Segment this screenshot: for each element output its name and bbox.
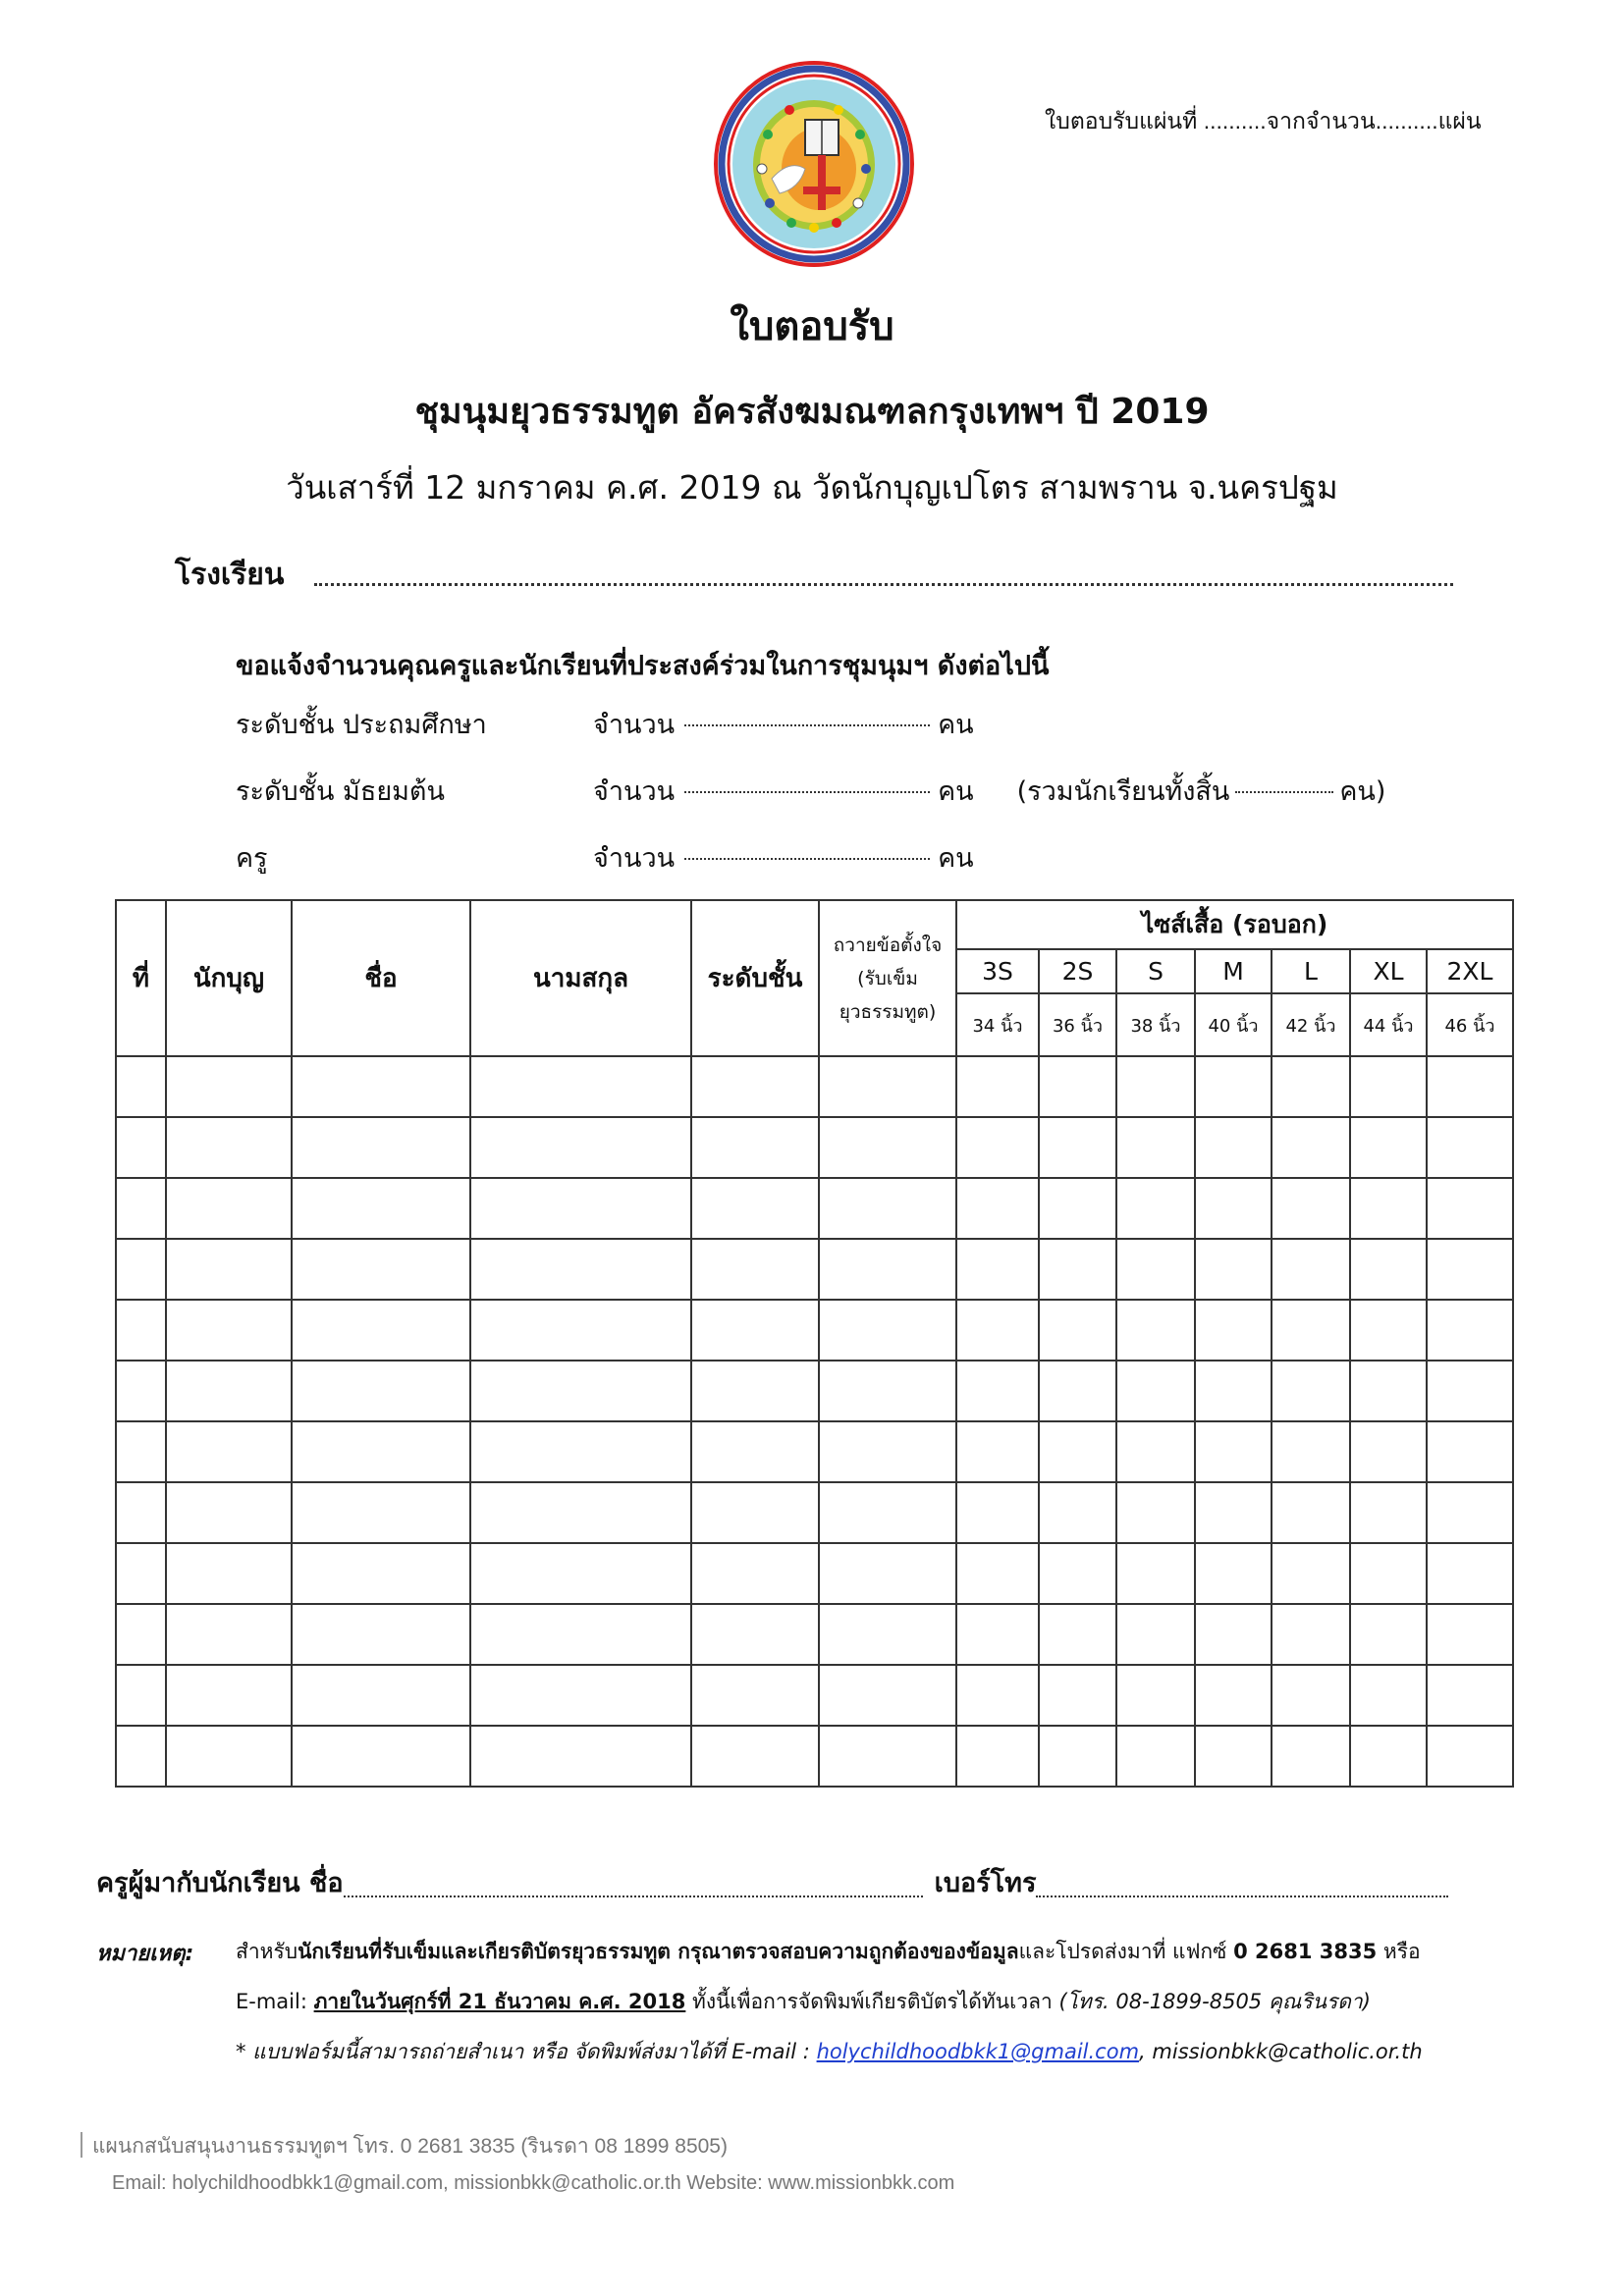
grade-cell[interactable] — [691, 1300, 819, 1361]
teacher-name-input[interactable] — [344, 1874, 923, 1897]
pledge-cell[interactable] — [819, 1361, 956, 1421]
size-cell[interactable] — [1116, 1482, 1195, 1543]
deadline: ภายในวันศุกร์ที่ 21 ธันวาคม ค.ศ. 2018 — [313, 1990, 686, 2013]
note-text: และโปรดส่งมาที่ แฟกซ์ — [1018, 1940, 1234, 1963]
size-cell[interactable] — [1272, 1726, 1350, 1787]
size-chest-header: 34 นิ้ว — [956, 993, 1039, 1056]
size-cell[interactable] — [1427, 1421, 1513, 1482]
first-name-cell[interactable] — [292, 1300, 470, 1361]
first-name-cell[interactable] — [292, 1056, 470, 1117]
last-name-cell[interactable] — [470, 1300, 691, 1361]
table-row — [116, 1117, 1513, 1178]
saint-cell[interactable] — [166, 1178, 292, 1239]
sheet-total-field[interactable]: .......... — [1375, 108, 1438, 133]
grade-cell[interactable] — [691, 1604, 819, 1665]
footer-contact: Email: holychildhoodbkk1@gmail.com, missionbkk@catholic.or.th Website: www.missionbkk.com — [112, 2172, 955, 2194]
table-body — [116, 1056, 1513, 1787]
saint-cell[interactable] — [166, 1421, 292, 1482]
grade-cell[interactable] — [691, 1726, 819, 1787]
no-cell[interactable] — [116, 1543, 166, 1604]
header-pledge — [819, 900, 956, 1056]
size-cell[interactable] — [956, 1361, 1039, 1421]
last-name-cell[interactable] — [470, 1361, 691, 1421]
no-cell[interactable] — [116, 1239, 166, 1300]
table-row — [116, 1726, 1513, 1787]
amount-label: จำนวน — [593, 710, 676, 740]
size-cell[interactable] — [956, 1056, 1039, 1117]
note-text: สำหรับ — [236, 1940, 298, 1963]
size-code-header: S — [1116, 949, 1195, 993]
last-name-cell[interactable] — [470, 1665, 691, 1726]
size-cell[interactable] — [1195, 1726, 1272, 1787]
table-row — [116, 1361, 1513, 1421]
size-cell[interactable] — [956, 1543, 1039, 1604]
size-cell[interactable] — [1039, 1604, 1116, 1665]
logo-emblem-icon — [711, 61, 917, 267]
saint-cell[interactable] — [166, 1056, 292, 1117]
size-cell[interactable] — [1195, 1665, 1272, 1726]
note-line-2 — [236, 1986, 1371, 2018]
footer-department: แผนกสนับสนุนงานธรรมทูตฯ โทร. 0 2681 3835 (รินรดา 08 1899 8505) — [92, 2135, 728, 2158]
size-cell[interactable] — [1350, 1726, 1427, 1787]
size-cell[interactable] — [956, 1665, 1039, 1726]
first-name-cell[interactable] — [292, 1726, 470, 1787]
contact-phone: (โทร. 08-1899-8505 คุณรินรดา) — [1058, 1990, 1371, 2013]
size-code-header: 2S — [1039, 949, 1116, 993]
header-no: ที่ — [116, 900, 166, 1056]
size-cell[interactable] — [1039, 1543, 1116, 1604]
size-cell[interactable] — [1116, 1361, 1195, 1421]
fax-number: 0 2681 3835 — [1233, 1940, 1378, 1963]
size-chest-header: 36 นิ้ว — [1039, 993, 1116, 1056]
grade-cell[interactable] — [691, 1421, 819, 1482]
saint-cell[interactable] — [166, 1665, 292, 1726]
size-cell[interactable] — [1195, 1056, 1272, 1117]
table-row — [116, 1665, 1513, 1726]
size-cell[interactable] — [1272, 1056, 1350, 1117]
size-cell[interactable] — [1427, 1665, 1513, 1726]
first-name-cell[interactable] — [292, 1239, 470, 1300]
unit-label: คน — [938, 843, 974, 874]
teacher-line — [96, 1861, 1448, 1903]
size-cell[interactable] — [1272, 1239, 1350, 1300]
amount-label: จำนวน — [593, 776, 676, 807]
size-cell[interactable] — [1195, 1482, 1272, 1543]
size-cell[interactable] — [1116, 1178, 1195, 1239]
sheet-counter-prefix: ใบตอบรับแผ่นที่ — [1045, 108, 1198, 133]
pledge-cell[interactable] — [819, 1482, 956, 1543]
saint-cell[interactable] — [166, 1604, 292, 1665]
size-cell[interactable] — [1195, 1361, 1272, 1421]
size-code-header: 3S — [956, 949, 1039, 993]
no-cell[interactable] — [116, 1421, 166, 1482]
size-cell[interactable] — [1272, 1361, 1350, 1421]
last-name-cell[interactable] — [470, 1117, 691, 1178]
size-chest-header: 44 นิ้ว — [1350, 993, 1427, 1056]
size-cell[interactable] — [1427, 1056, 1513, 1117]
pledge-cell[interactable] — [819, 1543, 956, 1604]
pledge-cell[interactable] — [819, 1726, 956, 1787]
grade-cell[interactable] — [691, 1178, 819, 1239]
size-cell[interactable] — [1195, 1300, 1272, 1361]
size-cell[interactable] — [1272, 1421, 1350, 1482]
saint-cell[interactable] — [166, 1726, 292, 1787]
size-cell[interactable] — [1427, 1117, 1513, 1178]
total-prefix: (รวมนักเรียนทั้งสิ้น — [1016, 776, 1230, 807]
count-row-secondary — [236, 770, 1385, 812]
size-cell[interactable] — [1195, 1239, 1272, 1300]
size-cell[interactable] — [956, 1604, 1039, 1665]
intro-text: ขอแจ้งจำนวนคุณครูและนักเรียนที่ประสงค์ร่วมในการชุมนุมฯ ดังต่อไปนี้ — [236, 651, 1050, 681]
size-chest-header: 38 นิ้ว — [1116, 993, 1195, 1056]
no-cell[interactable] — [116, 1665, 166, 1726]
size-cell[interactable] — [1427, 1300, 1513, 1361]
first-name-cell[interactable] — [292, 1604, 470, 1665]
size-cell[interactable] — [956, 1178, 1039, 1239]
event-date-location: วันเสาร์ที่ 12 มกราคม ค.ศ. 2019 ณ วัดนักบุญเปโตร สามพราน จ.นครปฐม — [286, 468, 1338, 507]
saint-cell[interactable] — [166, 1117, 292, 1178]
size-cell[interactable] — [1195, 1178, 1272, 1239]
size-cell[interactable] — [956, 1117, 1039, 1178]
last-name-cell[interactable] — [470, 1178, 691, 1239]
size-cell[interactable] — [1427, 1178, 1513, 1239]
header-grade: ระดับชั้น — [691, 900, 819, 1056]
size-cell[interactable] — [1039, 1665, 1116, 1726]
grade-cell[interactable] — [691, 1543, 819, 1604]
sheet-number-field[interactable]: .......... — [1203, 108, 1267, 133]
size-cell[interactable] — [1350, 1300, 1427, 1361]
size-cell[interactable] — [1039, 1056, 1116, 1117]
size-cell[interactable] — [1350, 1361, 1427, 1421]
header-saint: นักบุญ — [166, 900, 292, 1056]
size-cell[interactable] — [1195, 1543, 1272, 1604]
size-cell[interactable] — [1350, 1543, 1427, 1604]
sheet-counter — [1045, 104, 1482, 139]
size-cell[interactable] — [1427, 1543, 1513, 1604]
size-cell[interactable] — [1039, 1361, 1116, 1421]
size-cell[interactable] — [1039, 1300, 1116, 1361]
size-cell[interactable] — [1427, 1726, 1513, 1787]
note-label: หมายเหตุ: — [96, 1942, 194, 1966]
table-row — [116, 1239, 1513, 1300]
size-cell[interactable] — [1116, 1056, 1195, 1117]
pledge-cell[interactable] — [819, 1239, 956, 1300]
saint-cell[interactable] — [166, 1482, 292, 1543]
saint-cell[interactable] — [166, 1239, 292, 1300]
no-cell[interactable] — [116, 1056, 166, 1117]
primary-count-input[interactable] — [684, 703, 930, 726]
saint-cell[interactable] — [166, 1300, 292, 1361]
pledge-cell[interactable] — [819, 1604, 956, 1665]
event-title: ชุมนุมยุวธรรมทูต อัครสังฆมณฑลกรุงเทพฯ ปี 2019 — [414, 392, 1210, 432]
pledge-cell[interactable] — [819, 1421, 956, 1482]
size-cell[interactable] — [1272, 1300, 1350, 1361]
first-name-cell[interactable] — [292, 1543, 470, 1604]
teacher-name-label: ครูผู้มากับนักเรียน ชื่อ — [96, 1868, 344, 1898]
first-name-cell[interactable] — [292, 1482, 470, 1543]
size-cell[interactable] — [956, 1726, 1039, 1787]
size-cell[interactable] — [1195, 1604, 1272, 1665]
page-title: ใบตอบรับ — [730, 304, 894, 349]
size-cell[interactable] — [1039, 1239, 1116, 1300]
first-name-cell[interactable] — [292, 1361, 470, 1421]
no-cell[interactable] — [116, 1726, 166, 1787]
size-chest-header: 42 นิ้ว — [1272, 993, 1350, 1056]
count-label: ระดับชั้น มัธยมต้น — [236, 776, 445, 807]
table-row — [116, 1604, 1513, 1665]
total-students-input[interactable] — [1235, 770, 1333, 793]
pledge-cell[interactable] — [819, 1665, 956, 1726]
first-name-cell[interactable] — [292, 1117, 470, 1178]
size-cell[interactable] — [1195, 1117, 1272, 1178]
note-line-1 — [236, 1936, 1421, 1968]
table-row — [116, 1056, 1513, 1117]
email-link[interactable]: holychildhoodbkk1@gmail.com — [816, 2040, 1140, 2063]
size-cell[interactable] — [1039, 1117, 1116, 1178]
size-code-header: L — [1272, 949, 1350, 993]
first-name-cell[interactable] — [292, 1421, 470, 1482]
last-name-cell[interactable] — [470, 1239, 691, 1300]
header-pledge-line2: (รับเข็ม — [857, 967, 918, 989]
size-cell[interactable] — [1116, 1300, 1195, 1361]
size-cell[interactable] — [1350, 1604, 1427, 1665]
first-name-cell[interactable] — [292, 1178, 470, 1239]
unit-label: คน — [938, 776, 974, 807]
pledge-cell[interactable] — [819, 1178, 956, 1239]
size-cell[interactable] — [1195, 1421, 1272, 1482]
size-cell[interactable] — [1350, 1482, 1427, 1543]
header-pledge-line3: ยุวธรรมทูต) — [839, 1000, 937, 1023]
last-name-cell[interactable] — [470, 1726, 691, 1787]
no-cell[interactable] — [116, 1361, 166, 1421]
table-row — [116, 1421, 1513, 1482]
table-row — [116, 1482, 1513, 1543]
size-cell[interactable] — [1350, 1178, 1427, 1239]
school-input[interactable] — [314, 561, 1453, 586]
count-label: ระดับชั้น ประถมศึกษา — [236, 710, 487, 740]
saint-cell[interactable] — [166, 1543, 292, 1604]
grade-cell[interactable] — [691, 1665, 819, 1726]
size-cell[interactable] — [956, 1300, 1039, 1361]
size-cell[interactable] — [1427, 1604, 1513, 1665]
last-name-cell[interactable] — [470, 1543, 691, 1604]
sheet-counter-middle: จากจำนวน — [1266, 108, 1376, 133]
sheet-counter-suffix: แผ่น — [1437, 108, 1482, 133]
pledge-cell[interactable] — [819, 1056, 956, 1117]
header-shirt-size: ไซส์เสื้อ (รอบอก) — [956, 900, 1513, 949]
grade-cell[interactable] — [691, 1117, 819, 1178]
teacher-phone-label: เบอร์โทร — [934, 1868, 1037, 1898]
note-text: ทั้งนี้เพื่อการจัดพิมพ์เกียรติบัตรได้ทันเวลา — [685, 1990, 1059, 2013]
last-name-cell[interactable] — [470, 1056, 691, 1117]
size-cell[interactable] — [1427, 1482, 1513, 1543]
size-chest-header: 46 นิ้ว — [1427, 993, 1513, 1056]
size-cell[interactable] — [1116, 1604, 1195, 1665]
no-cell[interactable] — [116, 1178, 166, 1239]
saint-cell[interactable] — [166, 1361, 292, 1421]
size-cell[interactable] — [1350, 1117, 1427, 1178]
size-cell[interactable] — [1272, 1117, 1350, 1178]
grade-cell[interactable] — [691, 1361, 819, 1421]
unit-label: คน — [938, 710, 974, 740]
size-code-header: XL — [1350, 949, 1427, 993]
teacher-count-input[interactable] — [684, 836, 930, 860]
count-row-teacher — [236, 836, 974, 879]
registration-table — [115, 899, 1512, 1788]
note-text: * แบบฟอร์มนี้สามารถถ่ายสำเนา หรือ จัดพิมพ์ส่งมาได้ที่ E-mail : — [236, 2040, 817, 2063]
size-cell[interactable] — [1116, 1239, 1195, 1300]
note-text: E-mail: — [236, 1990, 314, 2013]
table-row — [116, 1178, 1513, 1239]
organization-logo — [711, 61, 917, 267]
size-cell[interactable] — [1039, 1726, 1116, 1787]
size-cell[interactable] — [1116, 1421, 1195, 1482]
note-text: หรือ — [1377, 1940, 1421, 1963]
note-emphasis: นักเรียนที่รับเข็มและเกียรติบัตรยุวธรรมทูต กรุณาตรวจสอบความถูกต้องของข้อมูล — [298, 1940, 1019, 1963]
no-cell[interactable] — [116, 1604, 166, 1665]
count-label: ครู — [236, 843, 268, 874]
count-row-primary — [236, 703, 974, 745]
size-cell[interactable] — [1272, 1543, 1350, 1604]
pledge-cell[interactable] — [819, 1300, 956, 1361]
grade-cell[interactable] — [691, 1482, 819, 1543]
teacher-phone-input[interactable] — [1036, 1874, 1448, 1897]
last-name-cell[interactable] — [470, 1482, 691, 1543]
size-cell[interactable] — [1350, 1056, 1427, 1117]
first-name-cell[interactable] — [292, 1665, 470, 1726]
school-label: โรงเรียน — [175, 558, 285, 592]
note-line-3 — [236, 2036, 1423, 2068]
header-first-name: ชื่อ — [292, 900, 470, 1056]
size-chest-header: 40 นิ้ว — [1195, 993, 1272, 1056]
no-cell[interactable] — [116, 1482, 166, 1543]
size-cell[interactable] — [1272, 1482, 1350, 1543]
size-cell[interactable] — [1350, 1239, 1427, 1300]
size-cell[interactable] — [1116, 1117, 1195, 1178]
last-name-cell[interactable] — [470, 1604, 691, 1665]
total-suffix: คน) — [1339, 776, 1386, 807]
size-code-header: M — [1195, 949, 1272, 993]
size-cell[interactable] — [956, 1421, 1039, 1482]
grade-cell[interactable] — [691, 1239, 819, 1300]
size-cell[interactable] — [1116, 1665, 1195, 1726]
size-code-header: 2XL — [1427, 949, 1513, 993]
size-cell[interactable] — [1272, 1178, 1350, 1239]
amount-label: จำนวน — [593, 843, 676, 874]
no-cell[interactable] — [116, 1300, 166, 1361]
size-cell[interactable] — [1350, 1665, 1427, 1726]
size-cell[interactable] — [1039, 1421, 1116, 1482]
grade-cell[interactable] — [691, 1056, 819, 1117]
note-text: , missionbkk@catholic.or.th — [1139, 2040, 1423, 2063]
header-last-name: นามสกุล — [470, 900, 691, 1056]
size-cell[interactable] — [1427, 1239, 1513, 1300]
pledge-cell[interactable] — [819, 1117, 956, 1178]
size-cell[interactable] — [1350, 1421, 1427, 1482]
footer-divider — [81, 2132, 82, 2158]
table-row — [116, 1300, 1513, 1361]
size-cell[interactable] — [956, 1239, 1039, 1300]
size-cell[interactable] — [1272, 1665, 1350, 1726]
size-cell[interactable] — [1272, 1604, 1350, 1665]
header-pledge-line1: ถวายข้อตั้งใจ — [833, 934, 943, 956]
size-cell[interactable] — [956, 1482, 1039, 1543]
table-row — [116, 1543, 1513, 1604]
size-cell[interactable] — [1039, 1482, 1116, 1543]
size-cell[interactable] — [1039, 1178, 1116, 1239]
no-cell[interactable] — [116, 1117, 166, 1178]
secondary-count-input[interactable] — [684, 770, 930, 793]
size-cell[interactable] — [1427, 1361, 1513, 1421]
last-name-cell[interactable] — [470, 1421, 691, 1482]
size-cell[interactable] — [1116, 1726, 1195, 1787]
size-cell[interactable] — [1116, 1543, 1195, 1604]
